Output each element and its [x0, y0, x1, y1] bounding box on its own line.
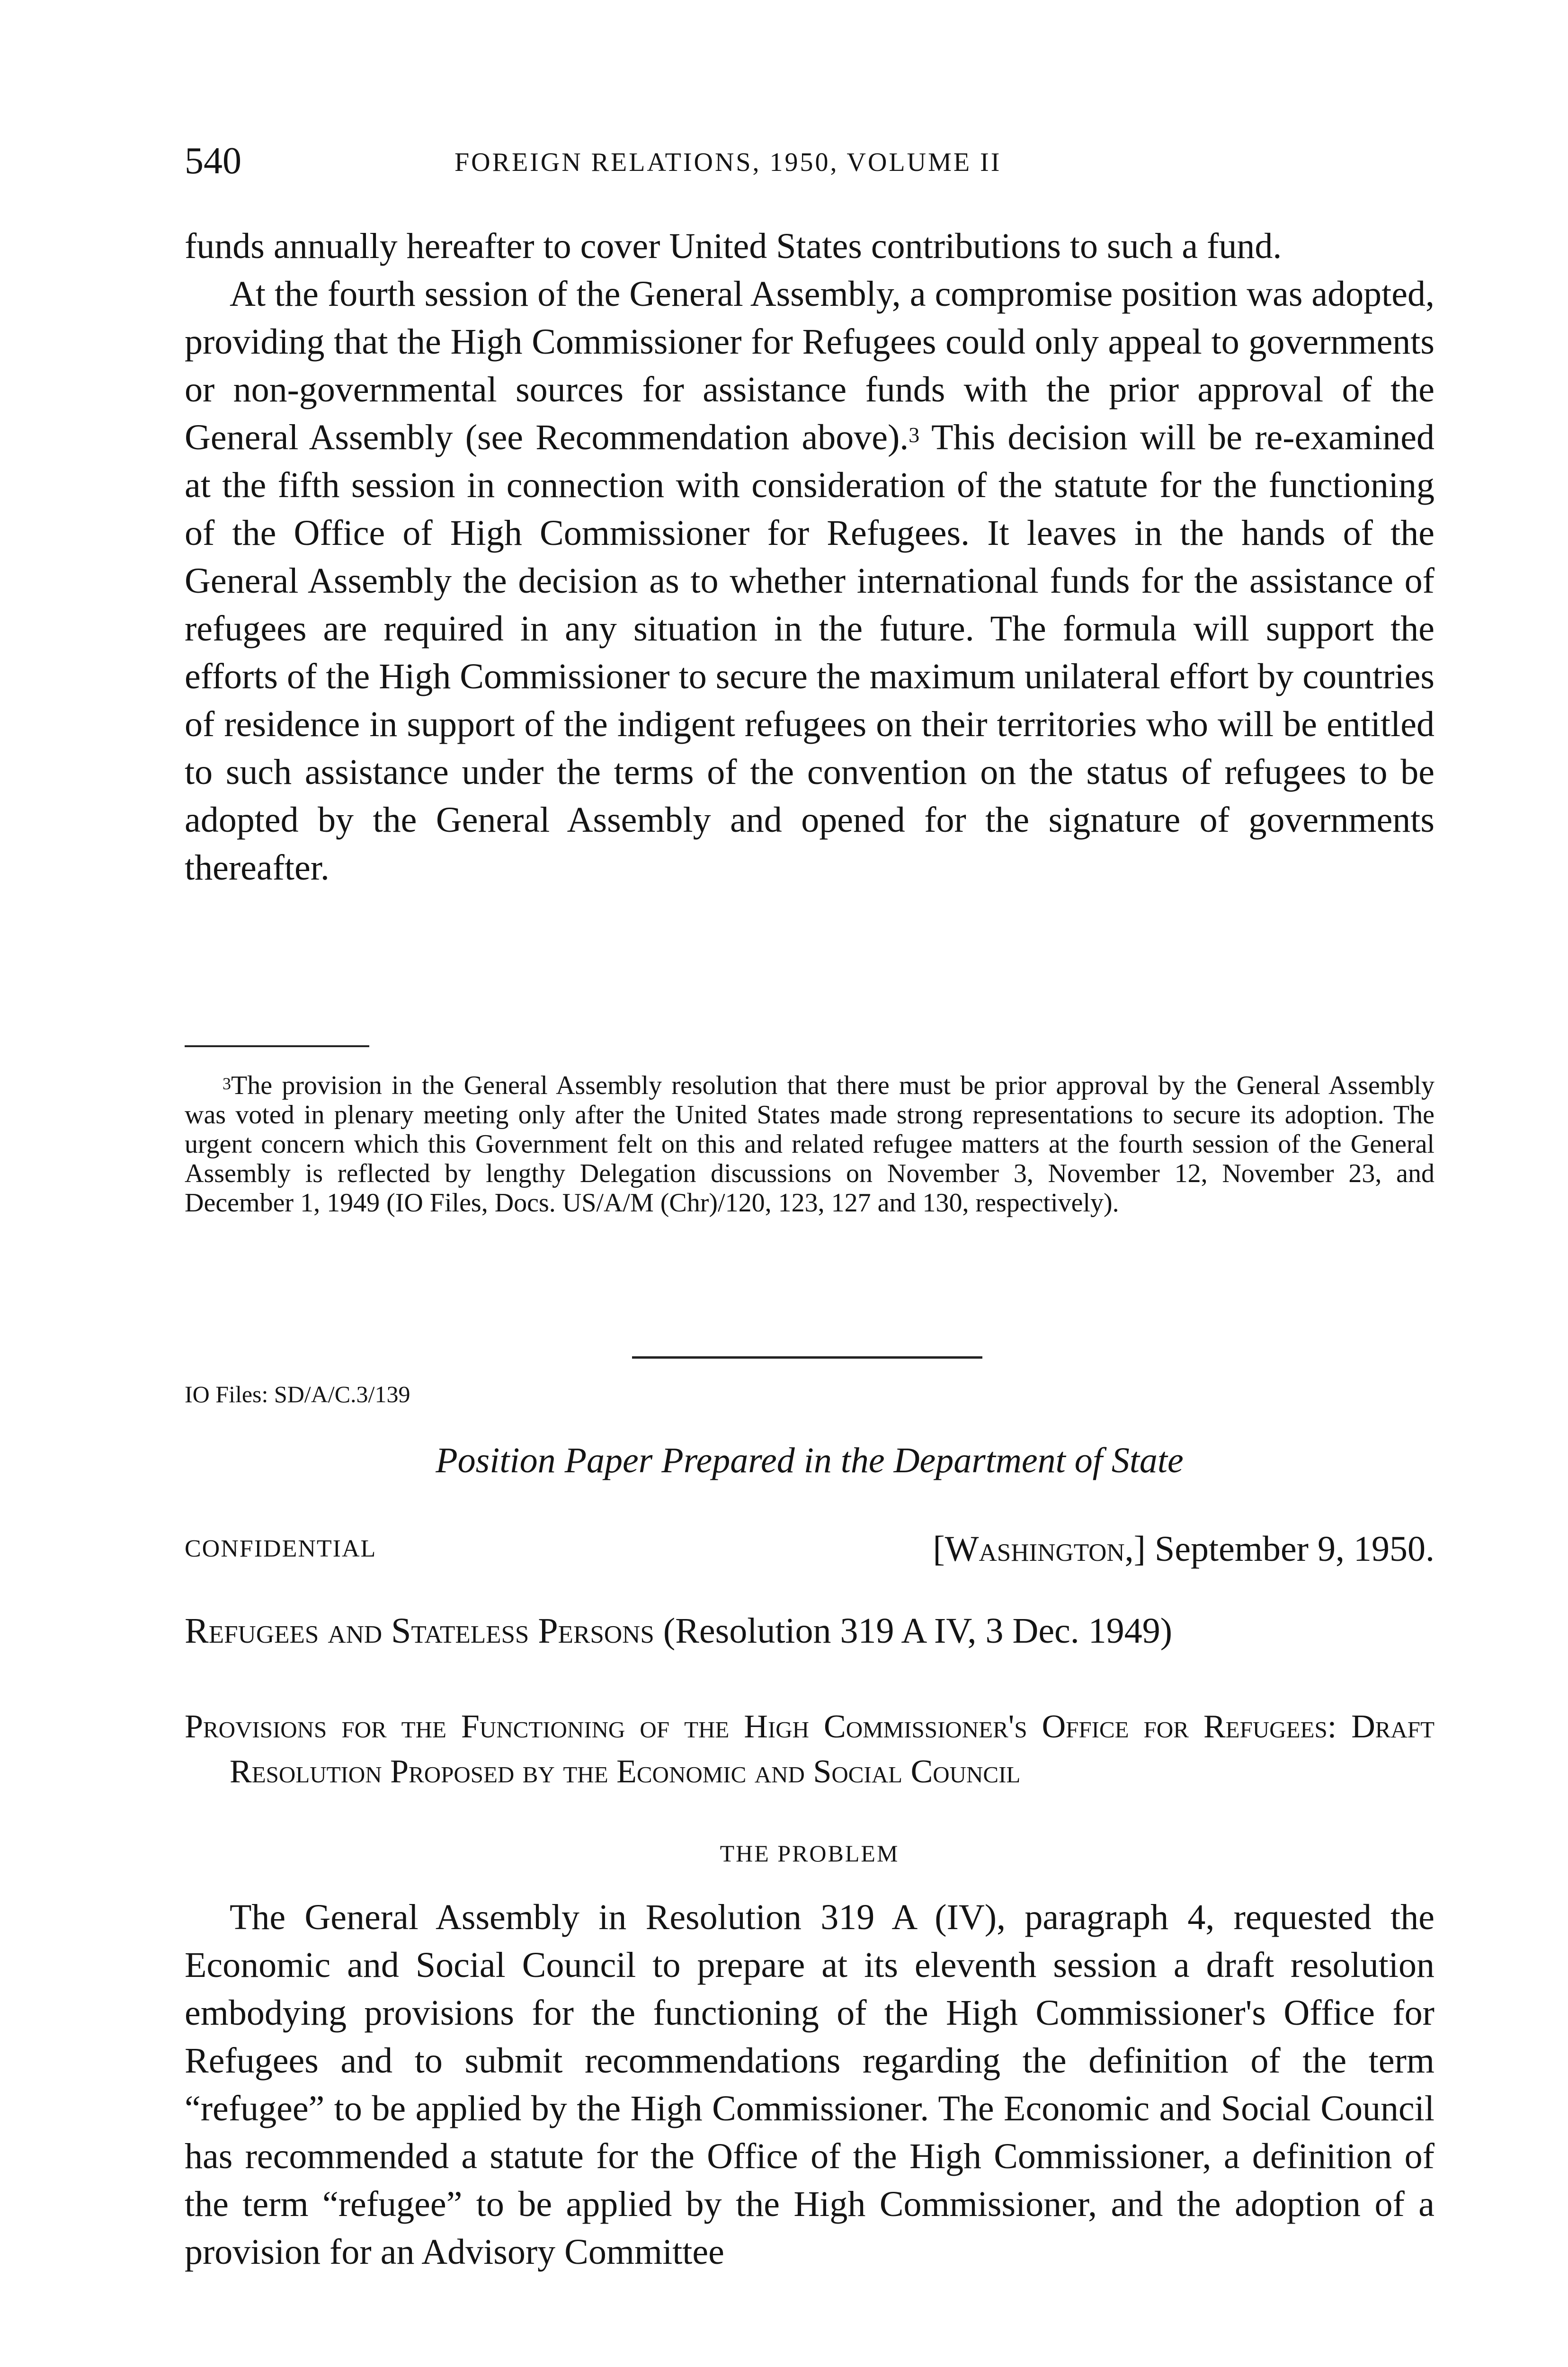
dateline	[933, 1525, 1434, 1573]
subheading: Provisions for the Functioning of the High Commissioner's Office for Refugees: Draft Resolution Proposed by the Economic and Social Council	[185, 1709, 1434, 1790]
dateline-place: [Washington,]	[933, 1529, 1146, 1569]
footnote-paragraph	[185, 1071, 1434, 1218]
paragraph	[185, 270, 1434, 892]
paragraph-text: This decision will be re-examined at the fifth session in connection with consideration of the statute for the functioning of the Office of High Commissioner for Refugees. It leaves in the hands of the General Assembly the decision as to whether international funds for the assistance of refugees are required in any situation in the future. The formula will support the efforts of the High Commissioner to secure the maximum unilateral effort by countries of residence in support of the indigent refugees on their territories who will be entitled to such assistance under the terms of the convention on the status of refugees to be adopted by the General Assembly and opened for the signature of governments thereafter.	[185, 418, 1434, 888]
footnote-marker: 3	[223, 1074, 231, 1093]
body-text-problem	[185, 1894, 1434, 2276]
subject-line	[185, 1607, 1434, 1655]
document-title: Position Paper Prepared in the Department of State	[436, 1441, 1184, 1480]
footnote-text: The provision in the General Assembly resolution that there must be prior approval by the General Assembly was voted in plenary meeting only after the United States made strong representations to secure its adoption. The urgent concern which this Government felt on this and related refugee matters at the fourth session of the General Assembly is reflected by lengthy Delegation discussions on November 3, November 12, November 23, and December 1, 1949 (IO Files, Docs. US/A/M (Chr)/120, 123, 127 and 130, respectively).	[185, 1071, 1434, 1218]
body-text-continued	[185, 222, 1434, 892]
subject-resolution: (Resolution 319 A IV, 3 Dec. 1949)	[663, 1611, 1173, 1651]
dateline-date: September 9, 1950.	[1154, 1529, 1434, 1569]
page-number: 540	[185, 140, 241, 182]
footnote-reference[interactable]: 3	[909, 423, 920, 447]
file-reference: IO Files: SD/A/C.3/139	[185, 1381, 410, 1407]
section-divider	[632, 1356, 982, 1359]
subject-title: Refugees and Stateless Persons	[185, 1611, 654, 1651]
section-heading: THE PROBLEM	[720, 1840, 900, 1867]
footnote	[185, 1071, 1434, 1218]
paragraph	[185, 1894, 1434, 2276]
paragraph	[185, 222, 1434, 270]
page-header	[185, 135, 1434, 187]
footnote-rule	[185, 1045, 369, 1047]
paragraph-text: funds annually hereafter to cover United States contributions to such a fund.	[185, 226, 1282, 266]
paragraph-text: The General Assembly in Resolution 319 A (IV), paragraph 4, requested the Economic and Social Council to prepare at its eleventh session a draft resolution embodying provisions for the functioning of the High Commissioner's Office for Refugees and to submit recommendations regarding the definition of the term “refugee” to be applied by the High Commissioner. The Economic and Social Council has recommended a statute for the Office of the High Commissioner, a definition of the term “refugee” to be applied by the High Commissioner, and the adoption of a provision for an Advisory Committee	[185, 1897, 1434, 2272]
classification-marking: CONFIDENTIAL	[185, 1535, 377, 1562]
running-head: FOREIGN RELATIONS, 1950, VOLUME II	[454, 148, 1002, 177]
paragraph-text: At the fourth session of the General Assembly, a compromise position was adopted, providing that the High Commissioner for Refugees could only appeal to governments or non-governmental sources for assistance funds with the prior approval of the General Assembly (see Recommendation above).	[185, 274, 1434, 457]
